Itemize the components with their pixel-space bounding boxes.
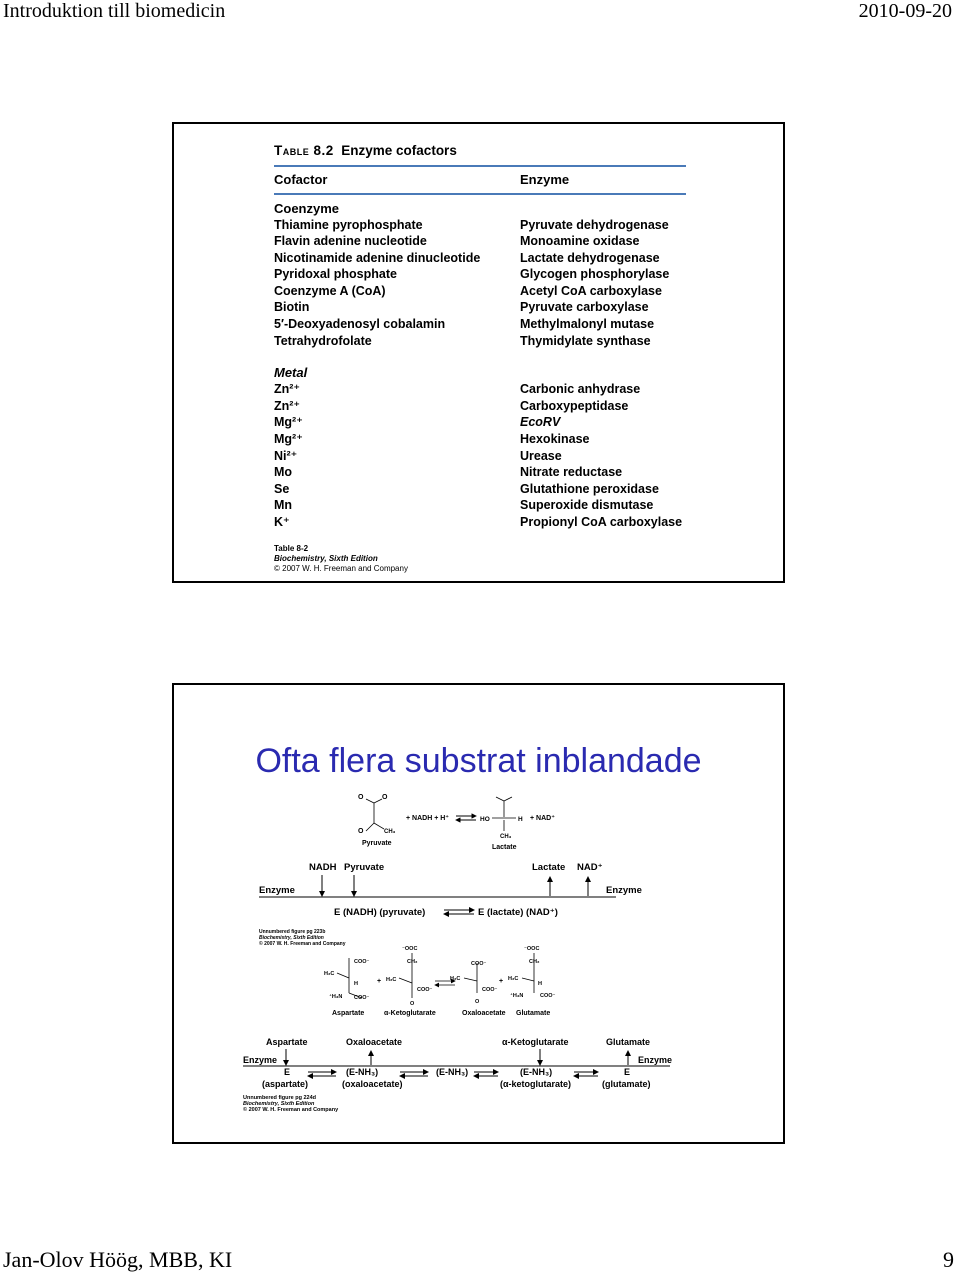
cofactor-cell: Zn²⁺ — [274, 398, 301, 413]
enzyme-cell: Glutathione peroxidase — [520, 481, 659, 496]
oxa-coo2: COO⁻ — [482, 987, 498, 993]
lactate-ch3: CH₃ — [500, 834, 512, 840]
glu-ooc: ⁻OOC — [524, 946, 540, 952]
enzyme-cell: Monoamine oxidase — [520, 234, 640, 249]
col-header-cofactor: Cofactor — [274, 172, 328, 187]
oxa-coo: COO⁻ — [471, 961, 487, 967]
table-row — [274, 381, 686, 398]
trans-name-glutamate: Glutamate — [516, 1010, 551, 1017]
footer-author: Jan-Olov Höög, MBB, KI — [3, 1247, 233, 1272]
pyruvate-o-right: O — [382, 794, 388, 801]
pp-e4-sub: (α-ketoglutarate) — [500, 1079, 572, 1089]
glu-h: H — [538, 981, 542, 987]
pyruvate-o-left: O — [358, 794, 364, 801]
cofactor-cell: 5′-Deoxyadenosyl cobalamin — [274, 317, 446, 332]
enzyme-cell: Acetyl CoA carboxylase — [520, 283, 662, 298]
oxa-o: O — [475, 999, 480, 1005]
cofactor-table — [274, 142, 686, 531]
om-complex-1: E (NADH) (pyruvate) — [334, 907, 426, 918]
table-row — [274, 414, 686, 431]
pp-e1-sub: (aspartate) — [262, 1079, 309, 1089]
cofactor-cell: Biotin — [274, 300, 310, 315]
group-title-coenzyme: Coenzyme — [274, 200, 340, 216]
om-complex-2: E (lactate) (NAD⁺) — [478, 907, 558, 918]
table-row — [274, 398, 686, 415]
cofactor-cell: Mg²⁺ — [274, 415, 303, 430]
glu-h2c: H₂C — [508, 976, 519, 982]
pp-glutamate-label: Glutamate — [606, 1037, 651, 1047]
credit-b-line-2: Biochemistry, Sixth Edition — [243, 1101, 315, 1107]
enzyme-cell: Thymidylate synthase — [520, 333, 651, 348]
cofactor-cell: Tetrahydrofolate — [274, 333, 372, 348]
table-row — [274, 266, 686, 283]
enzyme-cell: Hexokinase — [520, 432, 590, 447]
enzyme-cell: Superoxide dismutase — [520, 498, 654, 513]
credit-line-3: © 2007 W. H. Freeman and Company — [274, 564, 408, 573]
om-nad-label: NAD⁺ — [577, 862, 603, 873]
table-row — [274, 250, 686, 267]
credit-b — [243, 1095, 339, 1113]
enzyme-cell: Nitrate reductase — [520, 465, 623, 480]
enzyme-cell: Propionyl CoA carboxylase — [520, 515, 683, 529]
om-pyruvate-label: Pyruvate — [344, 862, 385, 873]
metal-rows — [274, 381, 686, 530]
pp-aspartate-label: Aspartate — [266, 1037, 308, 1047]
trans-name-oxaloacetate: Oxaloacetate — [462, 1010, 506, 1017]
nadh-plus-label: + NADH + H⁺ — [406, 815, 449, 822]
cofactor-cell: Thiamine pyrophosphate — [274, 217, 423, 232]
enzyme-cell: Glycogen phosphorylase — [520, 267, 670, 282]
lactate-ho: HO — [480, 816, 490, 823]
slide-enzyme-cofactors — [172, 122, 785, 583]
pp-enzyme-right: Enzyme — [638, 1055, 673, 1065]
akg-h2c: H₂C — [386, 977, 397, 983]
enzyme-cell: Methylmalonyl mutase — [520, 317, 655, 332]
top-equilibrium-arrow — [456, 816, 476, 820]
table-title-text: Enzyme cofactors — [341, 143, 457, 158]
table-row — [274, 299, 686, 316]
akg-o: O — [410, 1001, 415, 1007]
cofactor-cell: Ni²⁺ — [274, 448, 298, 463]
table-credit — [274, 544, 408, 574]
cofactor-cell: K⁺ — [274, 515, 290, 529]
group-title-metal: Metal — [274, 365, 308, 381]
table-row — [274, 233, 686, 250]
asp-h: H — [354, 981, 358, 987]
credit-b-line-3: © 2007 W. H. Freeman and Company — [243, 1107, 339, 1113]
table-row — [274, 333, 686, 350]
enzyme-cell: Urease — [520, 448, 562, 463]
credit-line-2: Biochemistry, Sixth Edition — [274, 554, 378, 563]
asp-h2c: H₂C — [324, 971, 335, 977]
pp-e5: E — [624, 1067, 631, 1077]
trans-name-aspartate: Aspartate — [332, 1010, 365, 1017]
table-row — [274, 514, 686, 531]
enzyme-cell: Carbonic anhydrase — [520, 382, 641, 397]
course-title: Introduktion till biomedicin — [3, 0, 226, 22]
om-nadh-label: NADH — [309, 862, 337, 873]
col-header-enzyme: Enzyme — [520, 172, 570, 187]
pp-e4: (E-NH₃) — [520, 1067, 553, 1077]
nad-plus-label: + NAD⁺ — [530, 815, 555, 822]
akg-ooc: ⁻OOC — [402, 946, 418, 952]
glu-coo: COO⁻ — [540, 993, 556, 999]
credit-b-line-1: Unnumbered figure pg 224d — [243, 1095, 317, 1101]
reaction-diagram — [234, 793, 734, 1113]
enzyme-cell: Pyruvate dehydrogenase — [520, 217, 669, 232]
credit-a-line-2: Biochemistry, Sixth Edition — [259, 935, 324, 941]
enzyme-cell: Carboxypeptidase — [520, 398, 629, 413]
credit-a-line-3: © 2007 W. H. Freeman and Company — [259, 941, 346, 947]
akg-ch2a: CH₂ — [407, 959, 418, 965]
om-enzyme-right: Enzyme — [606, 885, 642, 896]
cofactor-cell: Nicotinamide adenine dinucleotide — [274, 250, 481, 265]
pp-e3: (E-NH₃) — [436, 1067, 469, 1077]
credit-a — [259, 929, 346, 947]
pyruvate-ch3: CH₃ — [384, 829, 396, 835]
table-row — [274, 283, 686, 300]
cofactor-cell: Mo — [274, 465, 293, 480]
pp-e5-sub: (glutamate) — [602, 1079, 651, 1089]
table-row — [274, 481, 686, 498]
pp-e2: (E-NH₃) — [346, 1067, 379, 1077]
cofactor-cell: Zn²⁺ — [274, 382, 301, 397]
om-reaction-line — [259, 875, 616, 914]
table-row — [274, 316, 686, 333]
table-rule-header — [274, 193, 686, 195]
slide-title: Ofta flera substrat inblandade — [255, 742, 702, 780]
table-row — [274, 217, 686, 234]
om-enzyme-left: Enzyme — [259, 885, 295, 896]
cofactor-cell: Coenzyme A (CoA) — [274, 283, 386, 298]
om-lactate-label: Lactate — [532, 862, 566, 873]
table-title — [274, 142, 686, 160]
pp-enzyme-left: Enzyme — [243, 1055, 278, 1065]
akg-coo: COO⁻ — [417, 987, 433, 993]
cofactor-cell: Pyridoxal phosphate — [274, 267, 397, 282]
enzyme-cell: Lactate dehydrogenase — [520, 250, 660, 265]
credit-a-line-1: Unnumbered figure pg 223b — [259, 929, 326, 935]
lactate-structure — [492, 797, 516, 831]
pyruvate-structure — [366, 799, 384, 831]
cofactor-cell: Se — [274, 481, 290, 496]
pyruvate-label: Pyruvate — [362, 840, 392, 847]
lactate-label: Lactate — [492, 844, 517, 851]
pp-e2-sub: (oxaloacetate) — [342, 1079, 403, 1089]
trans-plus-2: + — [499, 978, 504, 985]
slide-multi-substrate — [172, 683, 785, 1144]
credit-line-1: Table 8-2 — [274, 544, 309, 553]
glu-ch2: CH₂ — [529, 959, 540, 965]
cofactor-cell: Mg²⁺ — [274, 432, 303, 447]
pp-oxaloacetate-label: Oxaloacetate — [346, 1037, 403, 1047]
cofactor-cell: Mn — [274, 498, 293, 513]
asp-coo2: COO⁻ — [354, 995, 370, 1001]
trans-name-ketoglutarate: α-Ketoglutarate — [384, 1010, 436, 1017]
table-header-row — [274, 167, 686, 188]
table-row — [274, 464, 686, 481]
pp-e1: E — [284, 1067, 291, 1077]
lactate-h: H — [518, 816, 523, 823]
enzyme-cell: EcoRV — [520, 415, 561, 430]
coenzyme-rows — [274, 217, 686, 350]
trans-plus-1: + — [377, 978, 382, 985]
oxa-h2c: H₂C — [450, 976, 461, 982]
page-number: 9 — [943, 1247, 954, 1272]
pp-ketoglutarate-label: α-Ketoglutarate — [502, 1037, 569, 1047]
table-row — [274, 497, 686, 514]
table-number: Table 8.2 — [274, 143, 334, 158]
pyruvate-o-keto: O — [358, 828, 364, 835]
cofactor-cell: Flavin adenine nucleotide — [274, 234, 427, 249]
asp-coo: COO⁻ — [354, 959, 370, 965]
header-date: 2010-09-20 — [858, 0, 952, 22]
glu-nh3: ⁺H₃N — [510, 993, 524, 999]
enzyme-cell: Pyruvate carboxylase — [520, 300, 649, 315]
asp-nh3: ⁺H₃N — [329, 994, 343, 1000]
table-row — [274, 431, 686, 448]
table-row — [274, 448, 686, 465]
